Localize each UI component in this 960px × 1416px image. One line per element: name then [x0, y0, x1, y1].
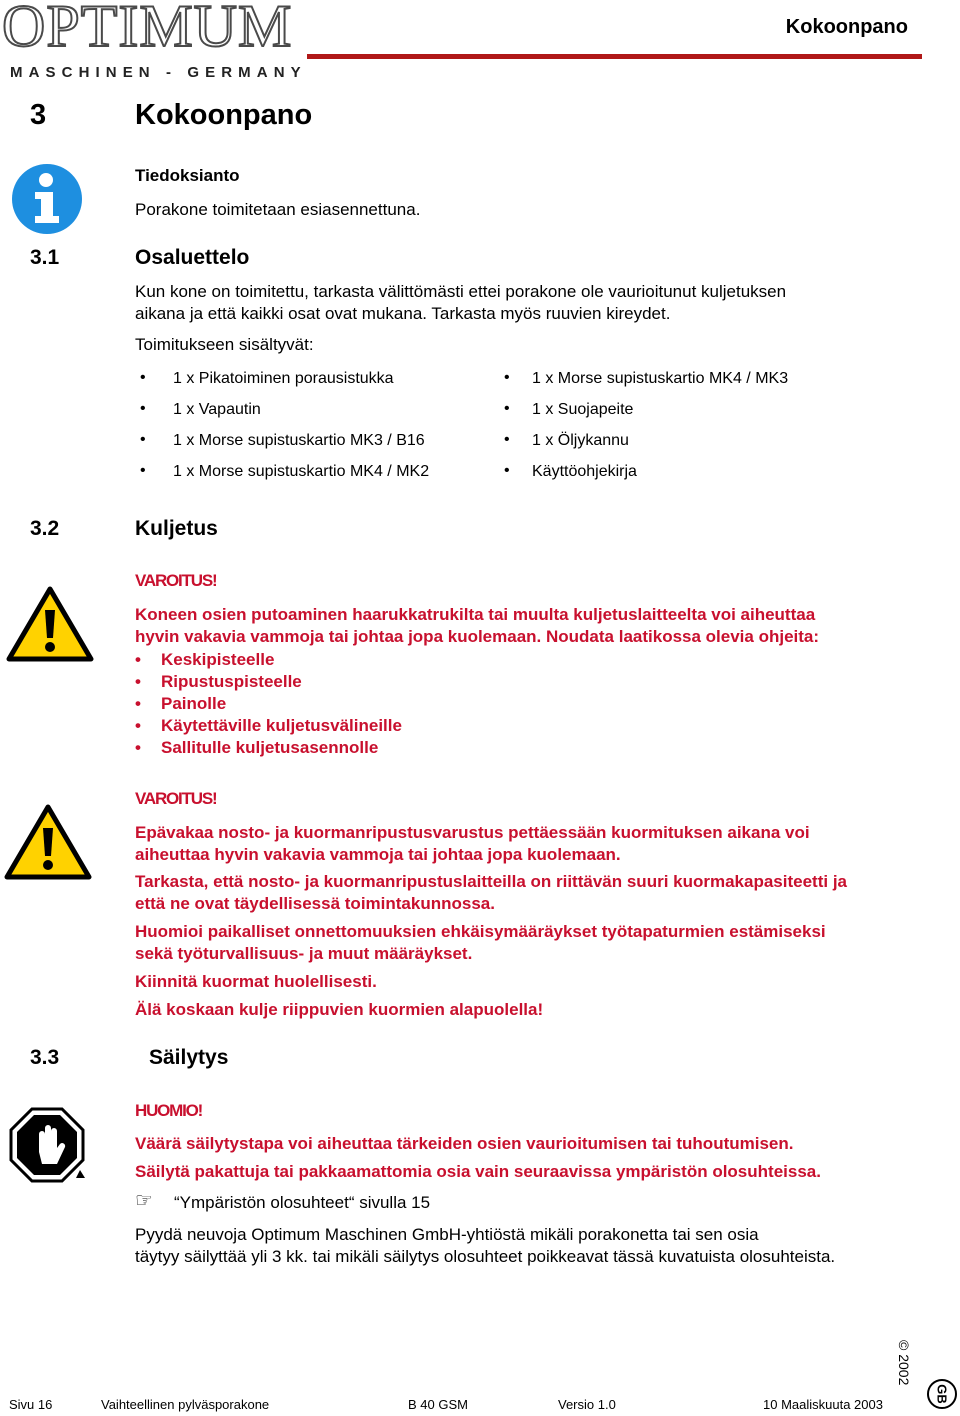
warning-text: Älä koskaan kulje riippuvien kuormien alapuolella!	[135, 1000, 544, 1019]
warning-text: Kiinnitä kuormat huolellisesti.	[135, 972, 377, 991]
paragraph-line: aikana ja että kaikki osat ovat mukana. Tarkasta myös ruuvien kireydet.	[135, 304, 671, 323]
page-title: Kokoonpano	[135, 99, 313, 131]
footer-page: Sivu 16	[9, 1397, 53, 1412]
info-heading: Tiedoksianto	[135, 166, 240, 185]
footer-version: Versio 1.0	[558, 1397, 616, 1412]
section-number: 3.1	[30, 246, 60, 269]
stop-hand-icon	[8, 1106, 86, 1186]
warning-triangle-icon	[6, 586, 94, 662]
warning-label: VAROITUS!	[135, 571, 217, 590]
section-number: 3	[30, 99, 47, 131]
note-text: Säilytä pakattuja tai pakkaamattomia osia vain seuraavissa ympäristön olosuhteissa.	[135, 1162, 821, 1181]
note-text: Väärä säilytystapa voi aiheuttaa tärkeiden osien vaurioitumisen tai tuhoutumisen.	[135, 1134, 794, 1153]
list-intro: Toimitukseen sisältyvät:	[135, 335, 314, 354]
copyright-mark: © 2002	[896, 1340, 912, 1386]
warning-label: VAROITUS!	[135, 789, 217, 808]
note-label: HUOMIO!	[135, 1101, 203, 1120]
footer-product: Vaihteellinen pylväsporakone	[101, 1397, 270, 1412]
language-badge	[926, 1378, 958, 1410]
section-number: 3.3	[30, 1046, 60, 1069]
section-title: Osaluettelo	[135, 246, 250, 269]
language-code: GB	[934, 1384, 950, 1404]
brand-logo: OPTIMUM	[2, 0, 293, 59]
header-title: Kokoonpano	[785, 16, 908, 38]
pointing-hand-icon: ☞	[135, 1190, 153, 1212]
info-text: Porakone toimitetaan esiasennettuna.	[135, 200, 421, 219]
section-number: 3.2	[30, 517, 60, 540]
warning-text: että ne ovat täydellisessä toimintakunnossa.	[135, 894, 495, 913]
warning-text: Epävakaa nosto- ja kuormanripustusvarustus pettäessään kuormituksen aikana voi	[135, 823, 810, 842]
footer-model: B 40 GSM	[408, 1397, 468, 1412]
warning-text: hyvin vakavia vammoja tai johtaa jopa kuolemaan. Noudata laatikossa olevia ohjeita:	[135, 627, 820, 646]
info-icon	[10, 162, 84, 236]
warning-text: aiheuttaa hyvin vakavia vammoja tai johtaa jopa kuolemaan.	[135, 845, 621, 864]
paragraph-line: täytyy säilyttää yli 3 kk. tai mikäli säilytys olosuhteet poikkeavat tässä kuvatuista olosuhteista.	[135, 1247, 836, 1266]
paragraph-line: Pyydä neuvoja Optimum Maschinen GmbH-yhtiöstä mikäli porakonetta tai sen osia	[135, 1225, 759, 1244]
paragraph-line: Kun kone on toimitettu, tarkasta välittömästi ettei porakone ole vaurioitunut kuljetuksen	[135, 282, 787, 301]
warning-text: Tarkasta, että nosto- ja kuormanripustuslaitteilla on riittävän suuri kuormakapasiteetti ja	[135, 872, 847, 891]
warning-text: Koneen osien putoaminen haarukkatrukilta tai muulta kuljetuslaitteelta voi aiheuttaa	[135, 605, 816, 624]
warning-text: Huomioi paikalliset onnettomuuksien ehkäisymääräykset työtapaturmien estämiseksi	[135, 922, 826, 941]
brand-tagline: MASCHINEN - GERMANY	[10, 64, 307, 81]
section-title: Kuljetus	[135, 517, 218, 540]
footer-date: 10 Maaliskuuta 2003	[763, 1397, 883, 1412]
warning-text: sekä työturvallisuus- ja muut määräykset.	[135, 944, 473, 963]
section-title: Säilytys	[149, 1046, 229, 1069]
cross-reference-link[interactable]: “Ympäristön olosuhteet“ sivulla 15	[174, 1193, 431, 1212]
header-rule	[307, 54, 922, 59]
warning-triangle-icon	[4, 804, 92, 880]
